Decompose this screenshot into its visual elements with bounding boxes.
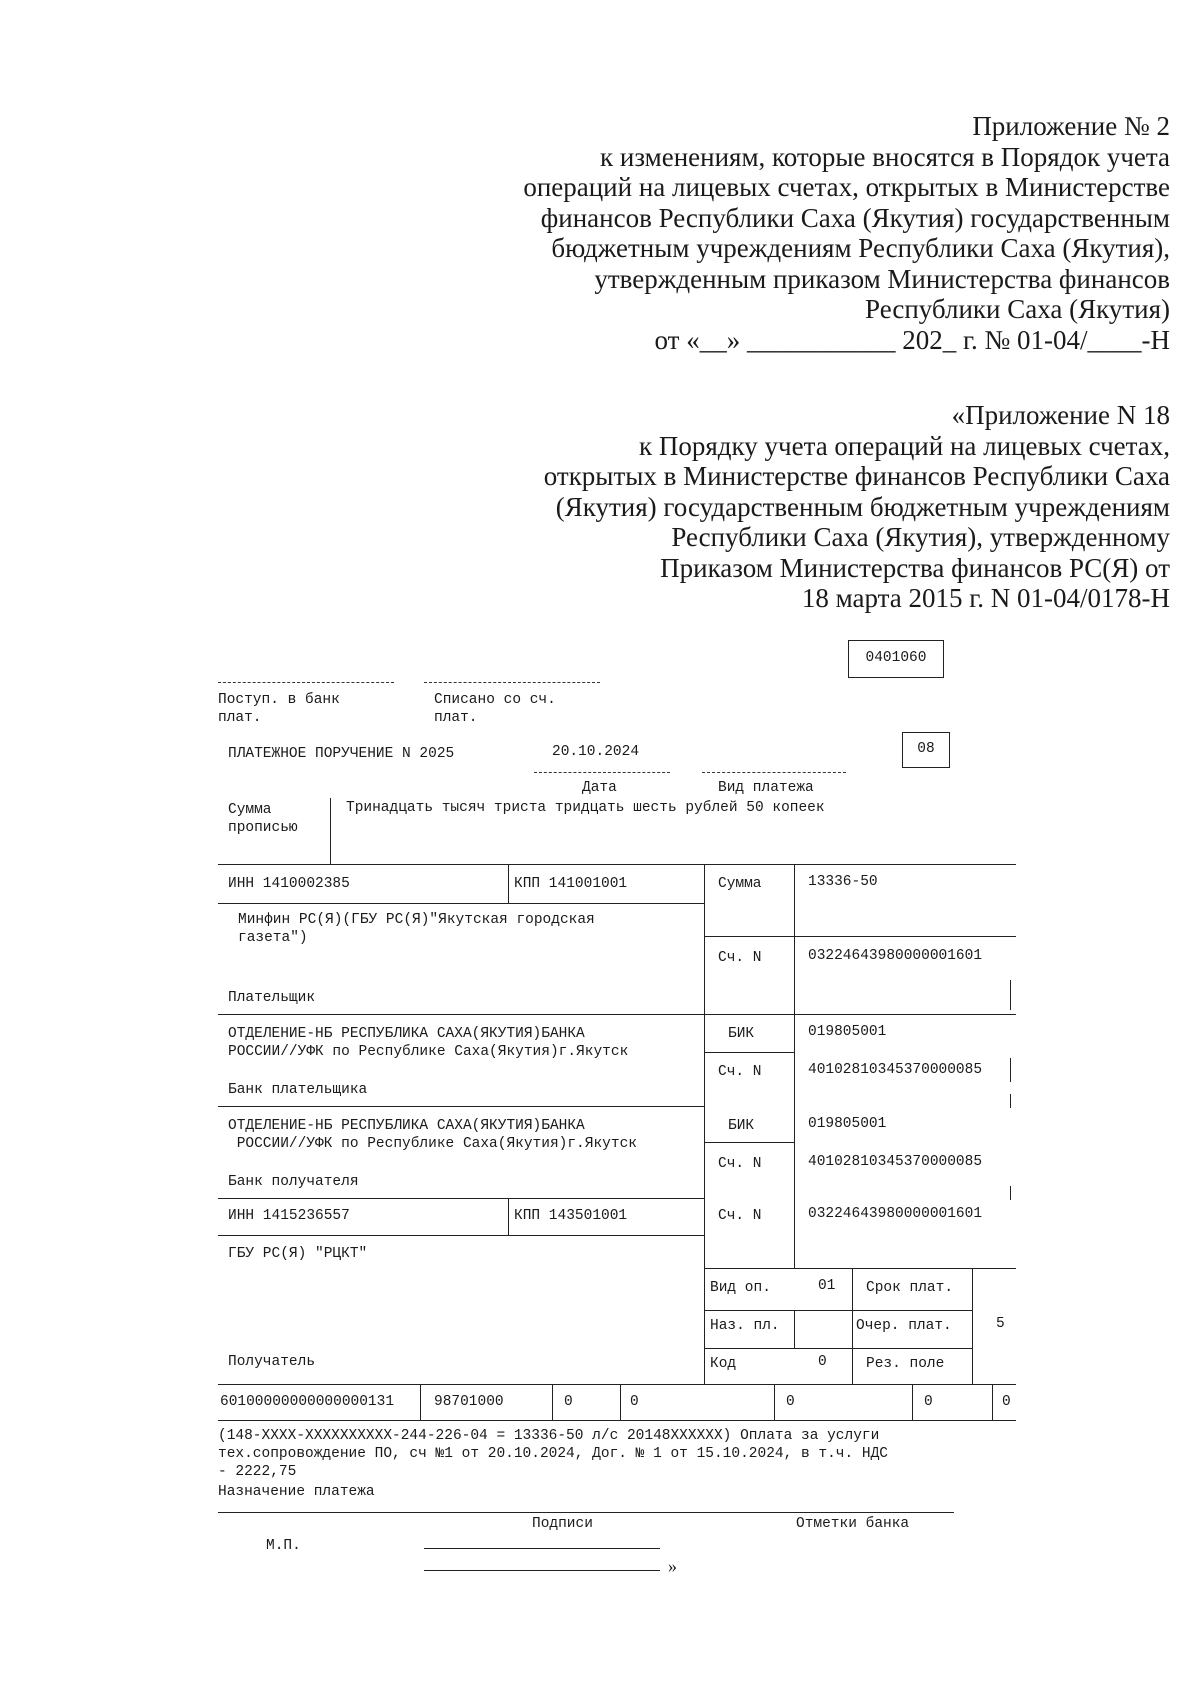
payer-account-label: Сч. N bbox=[718, 950, 762, 966]
annex-18-header-line: (Якутия) государственным бюджетным учреждениям bbox=[555, 491, 1170, 522]
grid-line bbox=[218, 1198, 704, 1199]
payer-bank-name: ОТДЕЛЕНИЕ-НБ РЕСПУБЛИКА САХА(ЯКУТИЯ)БАНКА bbox=[228, 1026, 585, 1042]
amount-words-label: Сумма bbox=[228, 802, 272, 818]
payee-account: 03224643980000001601 bbox=[808, 1206, 983, 1222]
grid-line bbox=[218, 864, 1016, 865]
date-underline bbox=[534, 772, 670, 773]
payer-bank-name-2: РОССИИ//УФК по Республике Саха(Якутия)г.Якутск bbox=[228, 1044, 629, 1060]
annex-18-header-line: «Приложение N 18 bbox=[951, 400, 1170, 430]
payee-bank-label: Банк получателя bbox=[228, 1174, 359, 1190]
payer-bank-bik: 019805001 bbox=[808, 1024, 887, 1040]
payer-name-2: газета") bbox=[238, 930, 308, 946]
amount-in-words: Тринадцать тысяч триста тридцать шесть рублей 50 копеек bbox=[346, 800, 825, 816]
grid-tick bbox=[1010, 1186, 1011, 1200]
payee-name: ГБУ РС(Я) "РЦКТ" bbox=[228, 1246, 368, 1262]
op-type-label: Вид оп. bbox=[710, 1280, 771, 1296]
received-label-2: плат. bbox=[218, 710, 262, 726]
annex-18-header-line: 18 марта 2015 г. N 01-04/0178-Н bbox=[801, 583, 1170, 613]
signatures-label: Подписи bbox=[532, 1516, 593, 1532]
stamp-label: М.П. bbox=[266, 1538, 301, 1554]
grid-line bbox=[218, 1420, 1016, 1421]
grid-vline bbox=[620, 1384, 621, 1420]
amount-value: 13336-50 bbox=[808, 874, 878, 890]
annex-2-header-line: финансов Республики Саха (Якутия) государственным bbox=[540, 202, 1170, 233]
tax-kbk: 60100000000000000131 bbox=[220, 1394, 395, 1410]
annex-2-header-line: операций на лицевых счетах, открытых в Министерстве bbox=[523, 172, 1170, 202]
closing-quote: » bbox=[668, 1556, 677, 1576]
annex-2-header bbox=[523, 111, 1170, 355]
grid-line bbox=[218, 903, 704, 904]
code-label: Код bbox=[710, 1356, 737, 1372]
status-code-box: 08 bbox=[902, 732, 950, 768]
received-label: Поступ. в банк bbox=[218, 692, 340, 708]
grid-vline bbox=[774, 1384, 775, 1420]
tax-doc-number: 0 bbox=[786, 1394, 795, 1410]
payment-purpose-line-1: (148-XXXX-XXXXXXXXXX-244-226-04 = 13336-50 л/с 20148XXXXXX) Оплата за услуги bbox=[218, 1428, 880, 1444]
purpose-code-label: Наз. пл. bbox=[710, 1318, 780, 1334]
grid-vline bbox=[852, 1268, 853, 1384]
grid-vline bbox=[508, 864, 509, 903]
annex-2-header-line: к изменениям, которые вносятся в Порядок учета bbox=[600, 141, 1170, 172]
grid-tick bbox=[1010, 980, 1011, 1010]
grid-vline bbox=[420, 1384, 421, 1420]
payer-bank-label: Банк плательщика bbox=[228, 1082, 368, 1098]
tax-doc-date: 0 bbox=[924, 1394, 933, 1410]
payee-label: Получатель bbox=[228, 1354, 316, 1370]
grid-line bbox=[704, 1052, 794, 1053]
signature-line-1 bbox=[424, 1548, 660, 1549]
debited-label-2: плат. bbox=[434, 710, 478, 726]
amount-words-divider bbox=[330, 798, 331, 864]
grid-line bbox=[704, 1268, 1016, 1269]
payee-account-label: Сч. N bbox=[718, 1208, 762, 1224]
grid-vline bbox=[552, 1384, 553, 1420]
debited-label: Списано со сч. bbox=[434, 692, 556, 708]
payment-purpose-line-2: тех.сопровождение ПО, сч №1 от 20.10.2024, Дог. № 1 от 15.10.2024, в т.ч. НДС bbox=[218, 1446, 889, 1462]
signature-line-2 bbox=[424, 1570, 660, 1571]
form-code-box: 0401060 bbox=[848, 640, 944, 678]
payer-bank-bik-label: БИК bbox=[728, 1026, 755, 1042]
payee-bank-name-2: РОССИИ//УФК по Республике Саха(Якутия)г.Якутск bbox=[228, 1136, 637, 1152]
received-date-line bbox=[218, 682, 394, 683]
payment-type-underline bbox=[702, 772, 846, 773]
code-value: 0 bbox=[818, 1354, 827, 1370]
payment-purpose-label: Назначение платежа bbox=[218, 1484, 375, 1500]
tax-type: 0 bbox=[1002, 1394, 1011, 1410]
payer-name: Минфин РС(Я)(ГБУ РС(Я)"Якутская городская bbox=[238, 912, 595, 928]
bank-marks-label: Отметки банка bbox=[796, 1516, 910, 1532]
payer-label: Плательщик bbox=[228, 990, 316, 1006]
payee-inn: ИНН 1415236557 bbox=[228, 1208, 350, 1224]
reserve-label: Рез. поле bbox=[866, 1356, 945, 1372]
payer-account: 03224643980000001601 bbox=[808, 948, 983, 964]
grid-tick bbox=[1010, 1058, 1011, 1082]
grid-vline bbox=[794, 1310, 795, 1348]
payee-bank-bik-label: БИК bbox=[728, 1118, 755, 1134]
grid-vline bbox=[794, 864, 795, 1268]
debited-date-line bbox=[424, 682, 600, 683]
payment-order-date: 20.10.2024 bbox=[552, 744, 640, 760]
annex-18-header-line: к Порядку учета операций на лицевых счетах, bbox=[639, 430, 1170, 461]
annex-2-header-line: от «__» ___________ 202_ г. № 01-04/____-Н bbox=[654, 324, 1170, 355]
amount-label: Сумма bbox=[718, 876, 762, 892]
payer-kpp: КПП 141001001 bbox=[514, 876, 628, 892]
payee-bank-account: 40102810345370000085 bbox=[808, 1154, 983, 1170]
annex-2-header-line: Республики Саха (Якутия) bbox=[865, 294, 1170, 324]
grid-vline bbox=[912, 1384, 913, 1420]
payer-inn: ИНН 1410002385 bbox=[228, 876, 350, 892]
grid-line bbox=[218, 1106, 704, 1107]
priority-label: Очер. плат. bbox=[856, 1318, 952, 1334]
payment-order-title: ПЛАТЕЖНОЕ ПОРУЧЕНИЕ N 2025 bbox=[228, 746, 455, 762]
grid-line bbox=[704, 1310, 972, 1311]
payee-kpp: КПП 143501001 bbox=[514, 1208, 628, 1224]
grid-vline bbox=[972, 1268, 973, 1384]
grid-line bbox=[218, 1014, 1016, 1015]
grid-tick bbox=[1010, 1094, 1011, 1108]
payee-bank-name: ОТДЕЛЕНИЕ-НБ РЕСПУБЛИКА САХА(ЯКУТИЯ)БАНКА bbox=[228, 1118, 585, 1134]
payer-bank-account-label: Сч. N bbox=[718, 1064, 762, 1080]
payee-bank-bik: 019805001 bbox=[808, 1116, 887, 1132]
grid-line bbox=[704, 936, 1016, 937]
amount-words-label-2: прописью bbox=[228, 820, 298, 836]
grid-vline bbox=[508, 1198, 509, 1235]
tax-period: 0 bbox=[630, 1394, 639, 1410]
signatures-line bbox=[218, 1512, 954, 1513]
tax-basis: 0 bbox=[564, 1394, 573, 1410]
annex-18-header bbox=[544, 400, 1170, 614]
grid-line bbox=[704, 1142, 794, 1143]
annex-2-header-line: Приложение № 2 bbox=[972, 111, 1170, 141]
annex-18-header-line: Республики Саха (Якутия), утвержденному bbox=[671, 522, 1170, 552]
date-label: Дата bbox=[582, 780, 617, 796]
payment-purpose-line-3: - 2222,75 bbox=[218, 1464, 297, 1480]
grid-line bbox=[704, 1348, 972, 1349]
tax-oktmo: 98701000 bbox=[434, 1394, 504, 1410]
payment-type-label: Вид платежа bbox=[718, 780, 814, 796]
priority-value: 5 bbox=[996, 1316, 1005, 1332]
annex-18-header-line: открытых в Министерстве финансов Республики Саха bbox=[543, 461, 1170, 491]
grid-line bbox=[218, 1384, 1016, 1385]
annex-2-header-line: бюджетным учреждениям Республики Саха (Якутия), bbox=[551, 233, 1170, 263]
grid-line bbox=[218, 1235, 704, 1236]
annex-18-header-line: Приказом Министерства финансов РС(Я) от bbox=[660, 552, 1170, 583]
grid-vline bbox=[992, 1384, 993, 1420]
due-label: Срок плат. bbox=[866, 1280, 954, 1296]
payee-bank-account-label: Сч. N bbox=[718, 1156, 762, 1172]
annex-2-header-line: утвержденным приказом Министерства финансов bbox=[594, 263, 1170, 294]
grid-vline bbox=[704, 864, 705, 1384]
payer-bank-account: 40102810345370000085 bbox=[808, 1062, 983, 1078]
op-type-value: 01 bbox=[818, 1278, 836, 1294]
